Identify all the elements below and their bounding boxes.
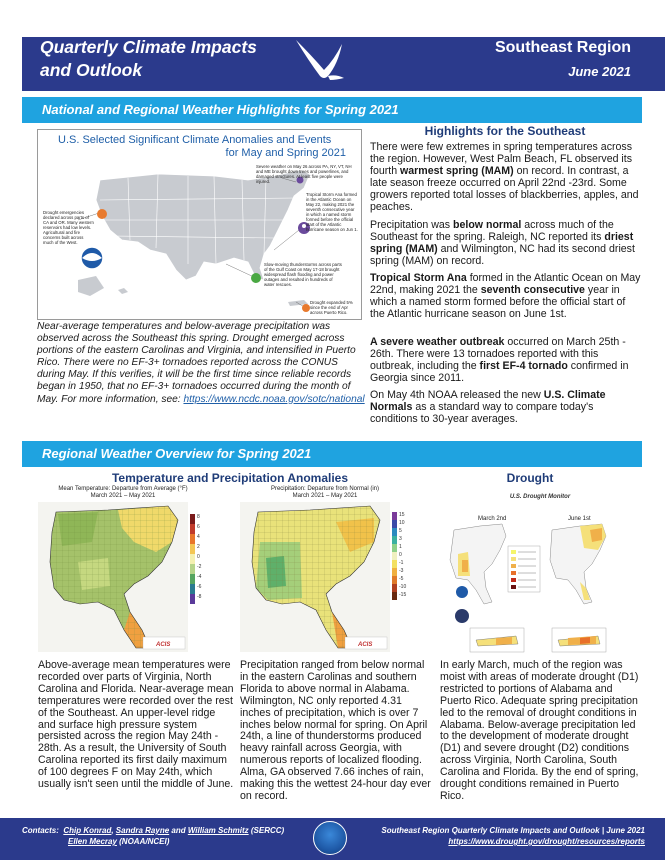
drought-maps-graphic [440, 504, 640, 654]
legend-tick-label: -10 [399, 584, 407, 590]
title-line-2: and Outlook [40, 60, 143, 80]
header-region-block [495, 38, 631, 79]
precipitation-summary-text: Precipitation ranged from below normal in the eastern Carolinas and southern Florida to above normal in Alabama. Wilmington, NC only reported 4.31 inches of precipitation, which is over 7 inches below normal for spring. On April 24th, a line of thunderstorms produced heavy rainfall across Georgia, with numerous reports of localized flooding. Alma, GA observed 7.66 inches of rain, making this the wettest 24-hour day ever on record. [240, 659, 431, 802]
legend-tick-label: 0 [197, 554, 200, 560]
title-line-1: Quarterly Climate Impacts [40, 37, 257, 57]
contact-link-schmitz[interactable]: William Schmitz [187, 826, 249, 835]
precipitation-anomaly-map [240, 486, 410, 656]
sotc-link[interactable]: https://www.ncdc.noaa.gov/sotc/national [183, 393, 365, 405]
temp-map-graphic [38, 502, 203, 652]
annotation-severe-weather: Severe weather on May 26 across PA, NY, VT, NH and ME brought down trees and powerlines, and damaged structures. At least five people were injured. [256, 164, 352, 184]
annotation-western-drought: Drought emergencies declared across parts of CA and OR. Many western reservoirs had low levels. Agricultural and fire concerns built across much of the West. [43, 210, 94, 245]
pr-drought-marker [302, 304, 310, 312]
precip-map-period: March 2021 – May 2021 [292, 493, 358, 499]
drought-gov-link[interactable]: https://www.drought.gov/drought/resources/reports [448, 837, 645, 846]
legend-tick-label: 0 [399, 552, 402, 558]
map-title-line-2: for May and Spring 2021 [225, 147, 346, 159]
legend-tick-label: 15 [399, 512, 405, 518]
legend-tick-label: -4 [197, 574, 202, 580]
region-name: Southeast Region [494, 39, 631, 56]
ndmc-logo-icon [455, 609, 469, 623]
flood-marker [251, 273, 261, 283]
contacts-label: Contacts: [22, 826, 59, 835]
drought-noaa-icon [456, 586, 468, 598]
seagull-logo-icon [290, 30, 360, 92]
drought-date-june: June 1st [568, 516, 591, 522]
highlights-heading: Highlights for the Southeast [424, 124, 586, 138]
national-anomalies-map [37, 129, 362, 320]
legend-tick-label: -1 [399, 560, 404, 566]
temp-map-title: Mean Temperature: Departure from Average (°F) [58, 486, 188, 492]
temperature-summary-text: Above-average mean temperatures were recorded over parts of Virginia, North Carolina and Florida. Near-average mean temperatures were recorded over the rest of the Southeast. An upper-level ridge and surface high pressure system persisted across the region May 24th - 28th. As a result, the University of South Carolina reported its first daily maximum of 100 degrees F on May 24th, which usually isn't seen until the middle of June. [38, 659, 234, 791]
drought-monitor-title: U.S. Drought Monitor [509, 494, 571, 500]
temp-precip-heading: Temperature and Precipitation Anomalies [111, 471, 349, 485]
legend-tick-label: -5 [399, 576, 404, 582]
acis-logo-text-2: ACIS [358, 642, 373, 648]
drought-heading: Drought [506, 471, 554, 485]
highlight-paragraph-3: Tropical Storm Ana formed in the Atlantic Ocean on May 22nd, making 2021 the seventh consecutive year in which a named storm formed before the official start of the Atlantic hurricane season on June 1st. [370, 272, 641, 320]
map-title-line-1: U.S. Selected Significant Climate Anomalies and Events [58, 134, 332, 146]
contact-link-rayne[interactable]: Sandra Rayne [115, 826, 170, 835]
precip-map-graphic [240, 502, 405, 652]
legend-tick-label: -2 [197, 564, 202, 570]
legend-tick-label: 3 [399, 536, 402, 542]
temperature-anomaly-map [38, 486, 208, 656]
section-bar-regional: Regional Weather Overview for Spring 2021 [22, 441, 642, 467]
temp-legend-bar [190, 514, 195, 604]
legend-tick-label: 1 [399, 544, 402, 550]
page-header [0, 0, 665, 92]
contacts-block: Contacts: Chip Konrad, Sandra Rayne and William Schmitz (SERCC) Ellen Mecray (NOAA/NCEI) [22, 826, 285, 846]
precip-map-title: Precipitation: Departure from Normal (in) [270, 486, 380, 492]
legend-tick-label: 2 [197, 544, 200, 550]
legend-tick-label: 10 [399, 520, 405, 526]
caption-text: Near-average temperatures and below-average precipitation was observed across the Southeast this spring. Drought emerged across portions of the eastern Carolinas and Virginia, and intensified in Puerto Rico. There were no EF-3+ tornadoes reported across the CONUS during May. If this verifies, it will be the first time since reliable records began in 1950, that no EF-3+ tornadoes occurred during the month of May. For more information, see: [37, 321, 356, 405]
legend-tick-label: -8 [197, 594, 202, 600]
highlight-paragraph-4: A severe weather outbreak occurred on March 25th - 26th. There were 13 tornadoes reported with this outbreak, including the first EF-4 tornado confirmed in Georgia since 2011. [370, 336, 629, 384]
acis-logo-text: ACIS [156, 642, 171, 648]
legend-tick-label: 8 [197, 514, 200, 520]
contact-link-konrad[interactable]: Chip Konrad [63, 826, 112, 835]
legend-tick-label: -15 [399, 592, 407, 598]
highlight-paragraph-1: There were few extremes in spring temperatures across the region. However, West Palm Beach, FL observed its fourth warmest spring (MAM) on record. In contrast, a late season freeze occurred on April 22nd -23rd. Some growers reported total losses of blackberries, apples, and peaches. [370, 141, 639, 213]
footer-report-info [381, 825, 645, 847]
drought-summary-text: In early March, much of the region was moist with areas of moderate drought (D1) restricted to portions of Alabama and Puerto Rico. Adequate spring precipitation led to the removal of drought conditions in Alabama. Below-average precipitation led to the development of moderate drought (D1) and severe drought (D2) conditions across Virginia, North Carolina, South Carolina and Florida. By the end of spring, drought conditions remained in Puerto Rico. [440, 659, 639, 802]
drought-marker [97, 209, 107, 219]
temp-map-period: March 2021 – May 2021 [90, 493, 156, 499]
section-bar-national: National and Regional Weather Highlights for Spring 2021 [22, 97, 642, 123]
annotation-tropical-storm: Tropical Storm Ana formed in the Atlantic Ocean on May 22, making 2021 the seventh consecutive year in which a named storm formed before the official start of the Atlantic hurricane season on Jun 1. [306, 192, 358, 232]
report-title [40, 36, 257, 82]
map-caption [37, 321, 365, 406]
legend-tick-label: 5 [399, 528, 402, 534]
contact-link-mecray[interactable]: Ellen Mecray [68, 837, 117, 846]
footer-report-title: Southeast Region Quarterly Climate Impacts and Outlook | June 2021 [381, 826, 645, 835]
page-footer [0, 818, 665, 860]
legend-tick-label: 4 [197, 534, 200, 540]
legend-tick-label: -6 [197, 584, 202, 590]
footer-noaa-logo-icon [313, 821, 347, 855]
report-date: June 2021 [568, 64, 631, 79]
annotation-gulf-storms: Slow-moving thunderstorms across parts of the Gulf Coast on May 17-18 brought widespread flash flooding and power outages and resulted in hundreds of water rescues. [264, 262, 342, 287]
annotation-puerto-rico: Drought expanded 5% since the end of Apr across Puerto Rico. [310, 300, 353, 315]
highlight-paragraph-5: On May 4th NOAA released the new U.S. Climate Normals as a standard way to compare today's conditions to 30-year averages. [370, 389, 606, 425]
legend-tick-label: -3 [399, 568, 404, 574]
precip-legend-bar [392, 512, 397, 600]
highlight-paragraph-2: Precipitation was below normal across much of the Southeast for the spring. Raleigh, NC reported its driest spring (MAM) and Wilmington, NC had its second driest spring (MAM) on record. [370, 219, 635, 267]
drought-monitor-panel [440, 494, 640, 656]
legend-tick-label: 6 [197, 524, 200, 530]
drought-date-march: March 2nd [478, 516, 507, 522]
